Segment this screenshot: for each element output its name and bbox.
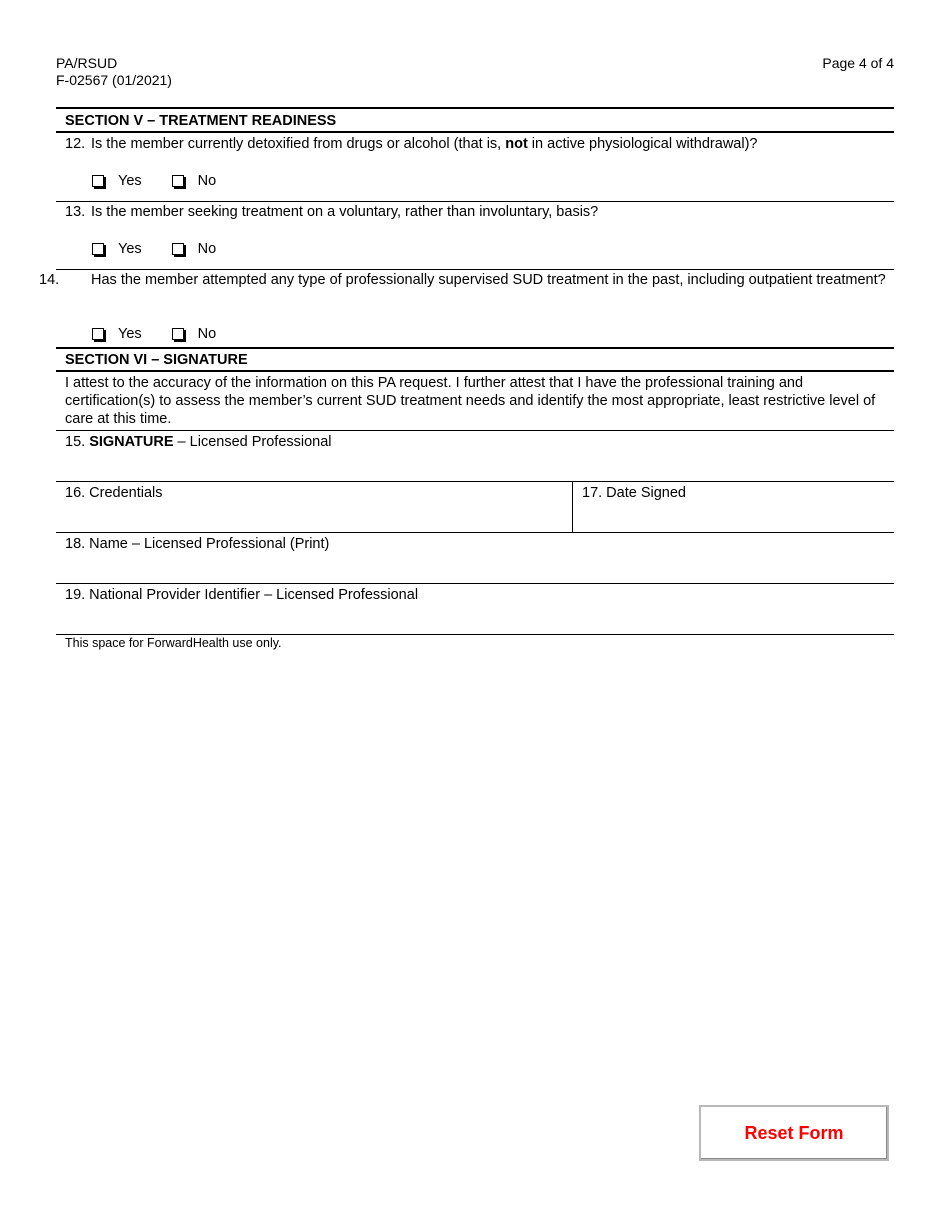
q13-options xyxy=(92,240,246,258)
row-divider xyxy=(56,481,894,482)
name-print-field[interactable] xyxy=(65,535,885,581)
yes-label: Yes xyxy=(118,173,142,189)
section-divider xyxy=(56,107,894,109)
checkbox-yes[interactable] xyxy=(92,243,104,255)
q12-no-option[interactable] xyxy=(172,172,217,190)
name-print-label: 18. Name – Licensed Professional (Print) xyxy=(65,536,330,552)
yes-label: Yes xyxy=(118,241,142,257)
q12-options xyxy=(92,172,246,190)
question-text: in active physiological withdrawal)? xyxy=(527,136,758,152)
section-5-title: SECTION V – TREATMENT READINESS xyxy=(65,113,337,129)
date-signed-field[interactable] xyxy=(582,484,882,530)
question-text: Is the member currently detoxified from drugs or alcohol (that is, xyxy=(91,136,506,152)
form-header-left xyxy=(56,55,172,89)
row-divider xyxy=(56,430,894,431)
checkbox-yes[interactable] xyxy=(92,175,104,187)
question-text-bold: not xyxy=(505,136,528,152)
form-number: F-02567 (01/2021) xyxy=(56,72,172,88)
npi-field[interactable] xyxy=(65,586,885,632)
question-number: 14. xyxy=(39,272,60,288)
q12-yes-option[interactable] xyxy=(92,172,142,190)
section-divider xyxy=(56,370,894,372)
forwardhealth-note: This space for ForwardHealth use only. xyxy=(65,636,282,650)
checkbox-yes[interactable] xyxy=(92,328,104,340)
form-code: PA/RSUD xyxy=(56,55,118,71)
page-number: Page 4 of 4 xyxy=(822,55,894,71)
date-signed-label: 17. Date Signed xyxy=(582,485,686,501)
row-divider xyxy=(56,532,894,533)
q14-no-option[interactable] xyxy=(172,325,217,343)
row-divider xyxy=(56,634,894,635)
checkbox-no[interactable] xyxy=(172,328,184,340)
row-divider xyxy=(56,269,894,270)
no-label: No xyxy=(197,241,217,257)
section-6-title: SECTION VI – SIGNATURE xyxy=(65,352,248,368)
checkbox-no[interactable] xyxy=(172,175,184,187)
section-divider xyxy=(56,347,894,349)
question-text: Is the member seeking treatment on a voluntary, rather than involuntary, basis? xyxy=(91,204,599,220)
row-divider xyxy=(56,201,894,202)
q13-yes-option[interactable] xyxy=(92,240,142,258)
credentials-label: 16. Credentials xyxy=(65,485,163,501)
credentials-field[interactable] xyxy=(65,484,565,530)
q14-yes-option[interactable] xyxy=(92,325,142,343)
row-divider xyxy=(56,583,894,584)
question-text: Has the member attempted any type of professionally supervised SUD treatment in the past, including outpatient treatment? xyxy=(91,272,886,288)
attestation-text: I attest to the accuracy of the information on this PA request. I further attest that I have the professional training and certification(s) to assess the member’s current SUD treatment needs and identify the most appropriate, least restrictive level of care at this time. xyxy=(65,375,876,427)
signature-label-rest: – Licensed Professional xyxy=(173,434,332,450)
question-13 xyxy=(65,203,885,221)
field-divider xyxy=(572,481,573,532)
no-label: No xyxy=(197,326,217,342)
q13-no-option[interactable] xyxy=(172,240,217,258)
question-number: 13. xyxy=(65,204,86,220)
signature-field[interactable] xyxy=(65,433,332,451)
q14-options xyxy=(92,325,246,343)
question-number: 12. xyxy=(65,136,86,152)
question-14 xyxy=(39,271,911,289)
npi-label: 19. National Provider Identifier – Licensed Professional xyxy=(65,587,419,603)
checkbox-no[interactable] xyxy=(172,243,184,255)
section-divider xyxy=(56,131,894,133)
signature-label-bold: SIGNATURE xyxy=(89,434,174,450)
yes-label: Yes xyxy=(118,326,142,342)
no-label: No xyxy=(197,173,217,189)
field-number: 15. xyxy=(65,434,86,450)
question-12 xyxy=(65,135,885,153)
reset-form-button[interactable]: Reset Form xyxy=(699,1105,889,1161)
